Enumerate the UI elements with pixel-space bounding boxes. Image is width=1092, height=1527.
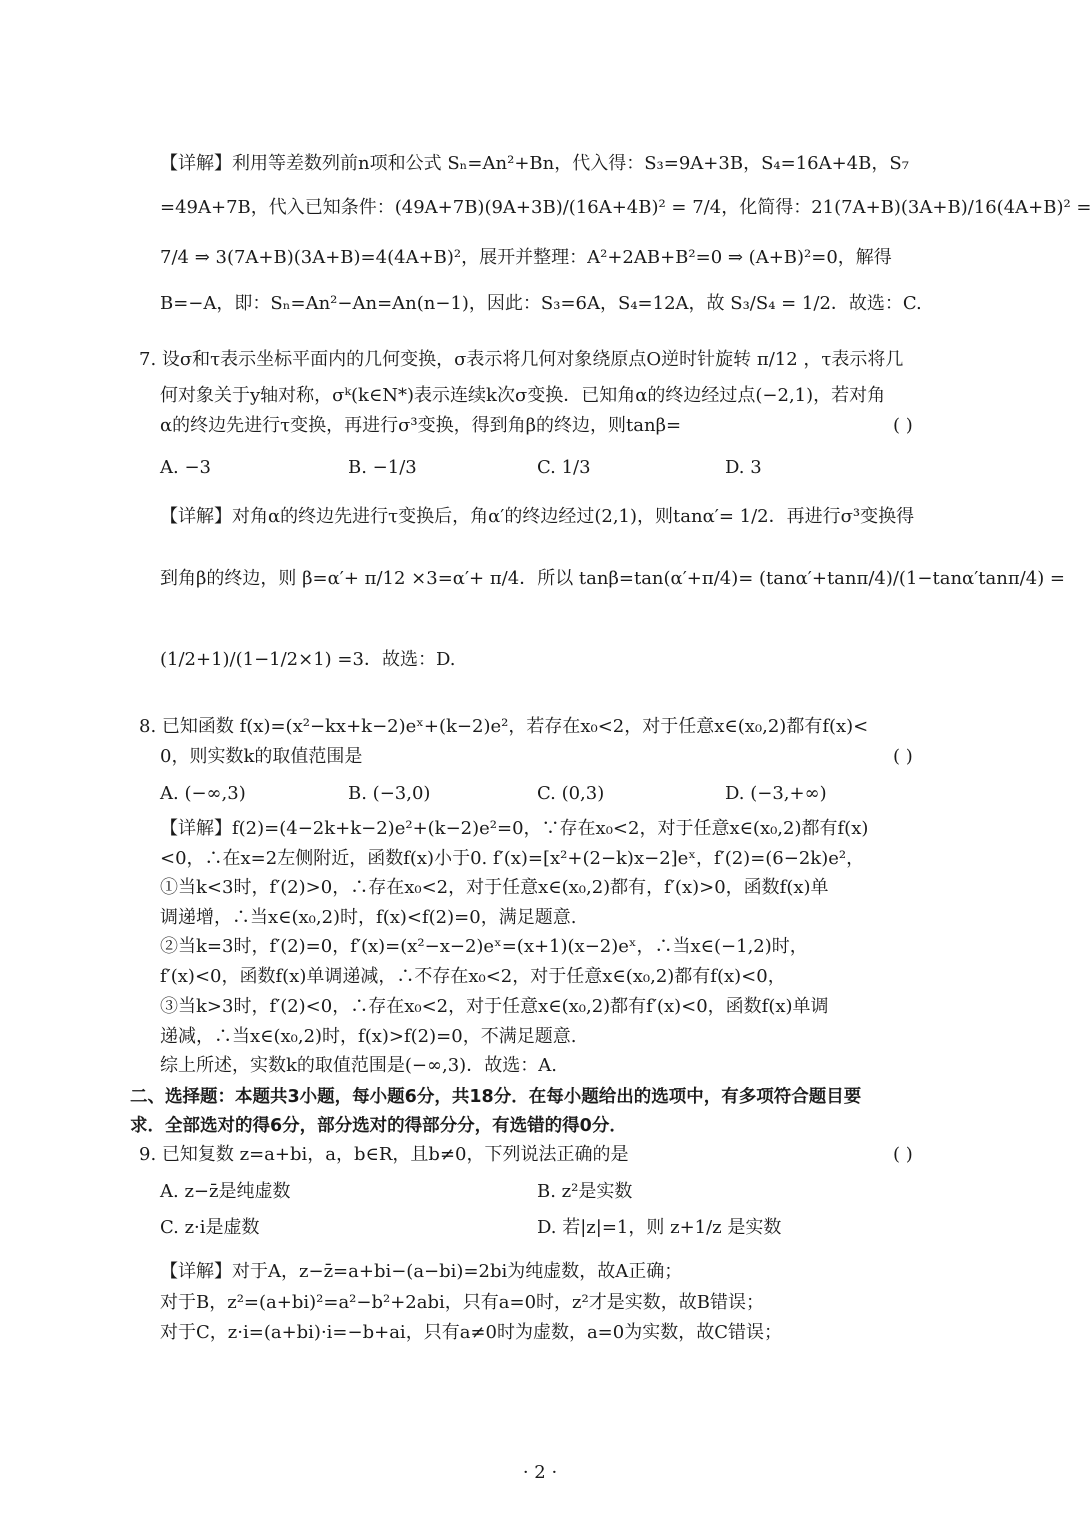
q8-option-c: C. (0,3) xyxy=(537,783,605,804)
q8-stem-line-2: 0，则实数k的取值范围是 xyxy=(160,746,363,767)
page-number: · 2 · xyxy=(522,1462,558,1483)
q8-answer-bracket: ( ) xyxy=(893,746,913,767)
q8-detail-line-6: f′(x)<0，函数f(x)单调递减，∴不存在x₀<2，对于任意x∈(x₀,2)都有f(x)<0， xyxy=(160,966,786,987)
q8-detail-line-9: 综上所述，实数k的取值范围是(−∞,3)．故选：A. xyxy=(160,1055,557,1076)
q8-option-b: B. (−3,0) xyxy=(348,783,431,804)
q7-option-b: B. −1/3 xyxy=(348,457,417,478)
q7-answer-bracket: ( ) xyxy=(893,415,913,436)
section-heading-line-2: 求．全部选对的得6分，部分选对的得部分分，有选错的得0分． xyxy=(130,1116,627,1136)
q9-option-d: D. 若|z|=1，则 z+1/z 是实数 xyxy=(537,1217,782,1238)
q9-detail-line-3: 对于C，z·i=(a+bi)·i=−b+ai，只有a≠0时为虚数，a=0为实数，故C错误； xyxy=(160,1322,782,1343)
q7-option-a: A. −3 xyxy=(160,457,211,478)
q7-detail-line-3: (1/2+1)/(1−1/2×1) =3．故选：D. xyxy=(160,649,456,670)
q6-detail-line-2: =49A+7B，代入已知条件：(49A+7B)(9A+3B)/(16A+4B)² = 7/4，化简得：21(7A+B)(3A+B)/16(4A+B)² = xyxy=(160,197,1092,218)
q7-detail-line-2: 到角β的终边，则 β=α′+ π/12 ×3=α′+ π/4．所以 tanβ=tan(α′+π/4)= (tanα′+tanπ/4)/(1−tanα′tanπ/4) = xyxy=(160,568,1066,589)
q7-option-d: D. 3 xyxy=(725,457,762,478)
q9-detail-line-2: 对于B，z²=(a+bi)²=a²−b²+2abi，只有a=0时，z²才是实数，故B错误； xyxy=(160,1292,764,1313)
q8-stem-line-1: 8. 已知函数 f(x)=(x²−kx+k−2)eˣ+(k−2)e²，若存在x₀<2，对于任意x∈(x₀,2)都有f(x)< xyxy=(139,716,869,737)
section-heading-line-1: 二、选择题：本题共3小题，每小题6分，共18分．在每小题给出的选项中，有多项符合题目要 xyxy=(130,1087,862,1107)
q9-detail-line-1: 【详解】对于A，z−z̄=a+bi−(a−bi)=2bi为纯虚数，故A正确； xyxy=(160,1261,683,1282)
q9-option-c: C. z·i是虚数 xyxy=(160,1217,260,1238)
q7-stem-line-1: 7. 设σ和τ表示坐标平面内的几何变换，σ表示将几何对象绕原点O逆时针旋转 π/12 ，τ表示将几 xyxy=(139,349,904,370)
q8-detail-line-5: ②当k=3时，f′(2)=0，f′(x)=(x²−x−2)eˣ=(x+1)(x−2)eˣ，∴当x∈(−1,2)时， xyxy=(160,936,808,957)
q8-detail-line-1: 【详解】f(2)=(4−2k+k−2)e²+(k−2)e²=0，∵存在x₀<2，对于任意x∈(x₀,2)都有f(x) xyxy=(160,818,869,839)
q9-answer-bracket: ( ) xyxy=(893,1144,913,1165)
q8-detail-line-3: ①当k<3时，f′(2)>0，∴存在x₀<2，对于任意x∈(x₀,2)都有，f′(x)>0，函数f(x)单 xyxy=(160,877,829,898)
q9-option-a: A. z−z̄是纯虚数 xyxy=(160,1181,291,1202)
q7-stem-line-3: α的终边先进行τ变换，再进行σ³变换，得到角β的终边，则tanβ= xyxy=(160,415,682,436)
q7-option-c: C. 1/3 xyxy=(537,457,591,478)
q8-detail-line-7: ③当k>3时，f′(2)<0，∴存在x₀<2，对于任意x∈(x₀,2)都有f′(x)<0，函数f(x)单调 xyxy=(160,996,829,1017)
q8-detail-line-2: <0，∴在x=2左侧附近，函数f(x)小于0. f′(x)=[x²+(2−k)x−2]eˣ，f′(2)=(6−2k)e²， xyxy=(160,848,865,869)
q7-stem-line-2: 何对象关于y轴对称，σᵏ(k∈N*)表示连续k次σ变换．已知角α的终边经过点(−2,1)，若对角 xyxy=(160,385,886,406)
q8-detail-line-4: 调递增，∴当x∈(x₀,2)时，f(x)<f(2)=0，满足题意. xyxy=(160,907,577,928)
q6-detail-line-1: 【详解】利用等差数列前n项和公式 Sₙ=An²+Bn，代入得：S₃=9A+3B，S₄=16A+4B，S₇ xyxy=(160,153,909,174)
q9-option-b: B. z²是实数 xyxy=(537,1181,633,1202)
q9-stem: 9. 已知复数 z=a+bi，a，b∈R，且b≠0，下列说法正确的是 xyxy=(139,1144,629,1165)
q8-option-d: D. (−3,+∞) xyxy=(725,783,827,804)
q7-detail-line-1: 【详解】对角α的终边先进行τ变换后，角α′的终边经过(2,1)，则tanα′= 1/2．再进行σ³变换得 xyxy=(160,506,915,527)
q6-detail-line-3: 7/4 ⇒ 3(7A+B)(3A+B)=4(4A+B)²，展开并整理：A²+2AB+B²=0 ⇒ (A+B)²=0，解得 xyxy=(160,247,892,268)
q8-detail-line-8: 递减，∴当x∈(x₀,2)时，f(x)>f(2)=0，不满足题意. xyxy=(160,1026,577,1047)
q6-detail-line-4: B=−A，即：Sₙ=An²−An=An(n−1)，因此：S₃=6A，S₄=12A，故 S₃/S₄ = 1/2．故选：C. xyxy=(160,293,922,314)
q8-option-a: A. (−∞,3) xyxy=(160,783,246,804)
